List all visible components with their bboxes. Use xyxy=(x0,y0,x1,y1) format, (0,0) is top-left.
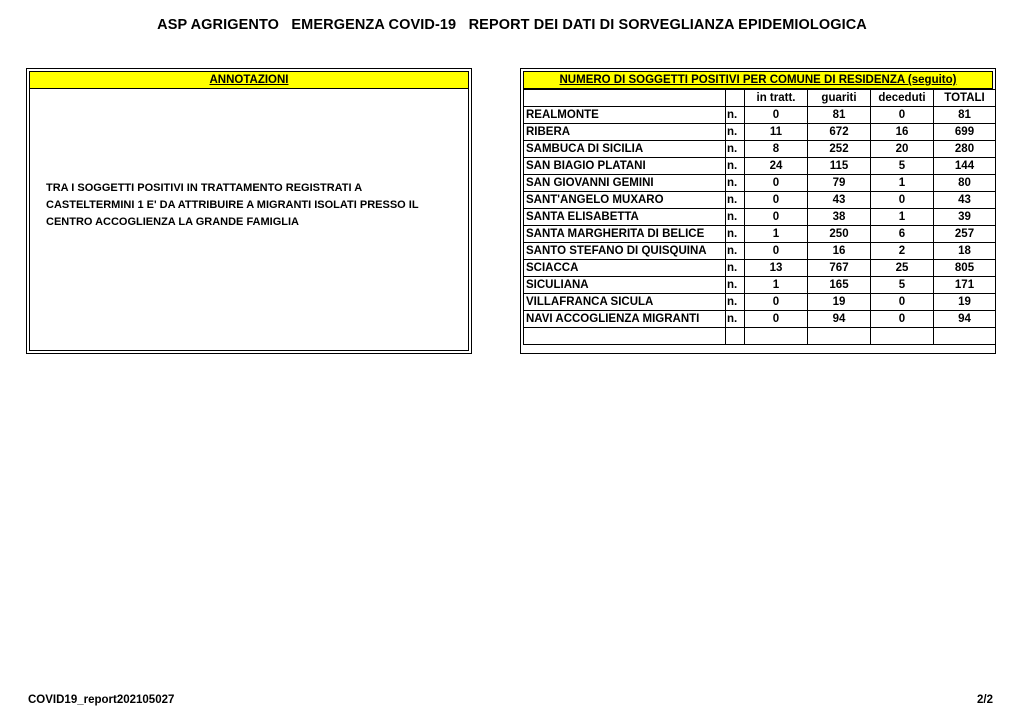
cell-deceduti: 6 xyxy=(871,226,934,243)
cell-deceduti: 0 xyxy=(871,107,934,124)
positives-table-panel xyxy=(520,68,996,354)
cell-guariti: 252 xyxy=(808,141,871,158)
cell-deceduti: 5 xyxy=(871,277,934,294)
table-row xyxy=(524,124,996,141)
cell-totali: 699 xyxy=(934,124,996,141)
cell-deceduti: 0 xyxy=(871,294,934,311)
cell-comune: SAN GIOVANNI GEMINI xyxy=(524,175,726,192)
cell-deceduti: 16 xyxy=(871,124,934,141)
cell-comune: SANTO STEFANO DI QUISQUINA xyxy=(524,243,726,260)
cell-in-tratt: 8 xyxy=(745,141,808,158)
column-header-unit xyxy=(726,90,745,107)
annotations-heading xyxy=(30,72,468,89)
cell-deceduti: 0 xyxy=(871,192,934,209)
cell-in-tratt: 1 xyxy=(745,226,808,243)
cell-guariti: 16 xyxy=(808,243,871,260)
annotation-line: CENTRO ACCOGLIENZA LA GRANDE FAMIGLIA xyxy=(46,216,299,228)
cell-in-tratt: 0 xyxy=(745,311,808,328)
cell-comune: SANTA ELISABETTA xyxy=(524,209,726,226)
cell-comune: SCIACCA xyxy=(524,260,726,277)
cell-deceduti: 20 xyxy=(871,141,934,158)
cell-guariti: 672 xyxy=(808,124,871,141)
cell-deceduti xyxy=(871,328,934,345)
cell-guariti: 115 xyxy=(808,158,871,175)
cell-unit: n. xyxy=(726,175,745,192)
cell-guariti: 19 xyxy=(808,294,871,311)
table-row xyxy=(524,260,996,277)
column-header-deceduti: deceduti xyxy=(871,90,934,107)
cell-totali: 171 xyxy=(934,277,996,294)
report-id: COVID19_report202105027 xyxy=(28,694,175,706)
cell-in-tratt: 0 xyxy=(745,107,808,124)
cell-unit: n. xyxy=(726,107,745,124)
cell-totali: 257 xyxy=(934,226,996,243)
cell-unit: n. xyxy=(726,124,745,141)
cell-in-tratt: 0 xyxy=(745,192,808,209)
table-row xyxy=(524,294,996,311)
positives-table xyxy=(523,89,996,345)
annotations-text xyxy=(46,180,456,231)
cell-guariti: 250 xyxy=(808,226,871,243)
cell-comune: NAVI ACCOGLIENZA MIGRANTI xyxy=(524,311,726,328)
cell-in-tratt: 0 xyxy=(745,243,808,260)
table-row xyxy=(524,328,996,345)
cell-comune: SAMBUCA DI SICILIA xyxy=(524,141,726,158)
cell-in-tratt: 0 xyxy=(745,175,808,192)
column-header-totali: TOTALI xyxy=(934,90,996,107)
cell-totali xyxy=(934,328,996,345)
cell-comune: SANTA MARGHERITA DI BELICE xyxy=(524,226,726,243)
page-number: 2/2 xyxy=(977,694,993,706)
table-row xyxy=(524,209,996,226)
cell-guariti: 165 xyxy=(808,277,871,294)
cell-comune: VILLAFRANCA SICULA xyxy=(524,294,726,311)
cell-unit: n. xyxy=(726,243,745,260)
cell-unit: n. xyxy=(726,294,745,311)
cell-in-tratt: 1 xyxy=(745,277,808,294)
cell-totali: 18 xyxy=(934,243,996,260)
cell-in-tratt: 24 xyxy=(745,158,808,175)
cell-comune: RIBERA xyxy=(524,124,726,141)
table-row xyxy=(524,107,996,124)
cell-unit: n. xyxy=(726,192,745,209)
cell-unit: n. xyxy=(726,260,745,277)
table-row xyxy=(524,243,996,260)
page-title: ASP AGRIGENTO EMERGENZA COVID-19 REPORT DEI DATI DI SORVEGLIANZA EPIDEMIOLOGICA xyxy=(157,17,867,33)
column-header-guariti: guariti xyxy=(808,90,871,107)
cell-in-tratt: 11 xyxy=(745,124,808,141)
annotations-box xyxy=(29,71,469,351)
cell-comune: SICULIANA xyxy=(524,277,726,294)
cell-totali: 81 xyxy=(934,107,996,124)
cell-deceduti: 1 xyxy=(871,209,934,226)
cell-totali: 805 xyxy=(934,260,996,277)
table-row xyxy=(524,192,996,209)
cell-unit: n. xyxy=(726,226,745,243)
cell-in-tratt xyxy=(745,328,808,345)
table-row xyxy=(524,277,996,294)
cell-totali: 19 xyxy=(934,294,996,311)
cell-comune: SAN BIAGIO PLATANI xyxy=(524,158,726,175)
cell-in-tratt: 13 xyxy=(745,260,808,277)
table-header-row xyxy=(524,90,996,107)
table-row xyxy=(524,158,996,175)
cell-comune: REALMONTE xyxy=(524,107,726,124)
annotation-line: CASTELTERMINI 1 E' DA ATTRIBUIRE A MIGRANTI ISOLATI PRESSO IL xyxy=(46,199,419,211)
positives-table-heading xyxy=(523,71,993,89)
cell-deceduti: 1 xyxy=(871,175,934,192)
column-header-in-tratt: in tratt. xyxy=(745,90,808,107)
cell-comune: SANT'ANGELO MUXARO xyxy=(524,192,726,209)
cell-totali: 43 xyxy=(934,192,996,209)
cell-unit: n. xyxy=(726,311,745,328)
positives-table-heading-label: NUMERO DI SOGGETTI POSITIVI PER COMUNE DI RESIDENZA (seguito) xyxy=(559,74,957,86)
annotations-heading-label: ANNOTAZIONI xyxy=(209,74,289,86)
cell-unit: n. xyxy=(726,158,745,175)
cell-guariti: 94 xyxy=(808,311,871,328)
annotations-panel xyxy=(26,68,472,354)
cell-in-tratt: 0 xyxy=(745,209,808,226)
cell-unit: n. xyxy=(726,141,745,158)
cell-unit: n. xyxy=(726,209,745,226)
annotation-line: TRA I SOGGETTI POSITIVI IN TRATTAMENTO REGISTRATI A xyxy=(46,182,363,194)
cell-guariti xyxy=(808,328,871,345)
cell-totali: 94 xyxy=(934,311,996,328)
table-body xyxy=(524,107,996,345)
cell-guariti: 79 xyxy=(808,175,871,192)
cell-totali: 80 xyxy=(934,175,996,192)
cell-totali: 144 xyxy=(934,158,996,175)
cell-comune xyxy=(524,328,726,345)
cell-guariti: 43 xyxy=(808,192,871,209)
positives-table-container xyxy=(523,71,993,345)
cell-guariti: 38 xyxy=(808,209,871,226)
table-row xyxy=(524,311,996,328)
cell-totali: 280 xyxy=(934,141,996,158)
table-row xyxy=(524,175,996,192)
column-header-comune xyxy=(524,90,726,107)
cell-guariti: 81 xyxy=(808,107,871,124)
cell-unit: n. xyxy=(726,277,745,294)
cell-deceduti: 25 xyxy=(871,260,934,277)
cell-totali: 39 xyxy=(934,209,996,226)
table-row xyxy=(524,226,996,243)
cell-deceduti: 2 xyxy=(871,243,934,260)
cell-deceduti: 0 xyxy=(871,311,934,328)
table-row xyxy=(524,141,996,158)
cell-unit xyxy=(726,328,745,345)
cell-guariti: 767 xyxy=(808,260,871,277)
cell-deceduti: 5 xyxy=(871,158,934,175)
cell-in-tratt: 0 xyxy=(745,294,808,311)
